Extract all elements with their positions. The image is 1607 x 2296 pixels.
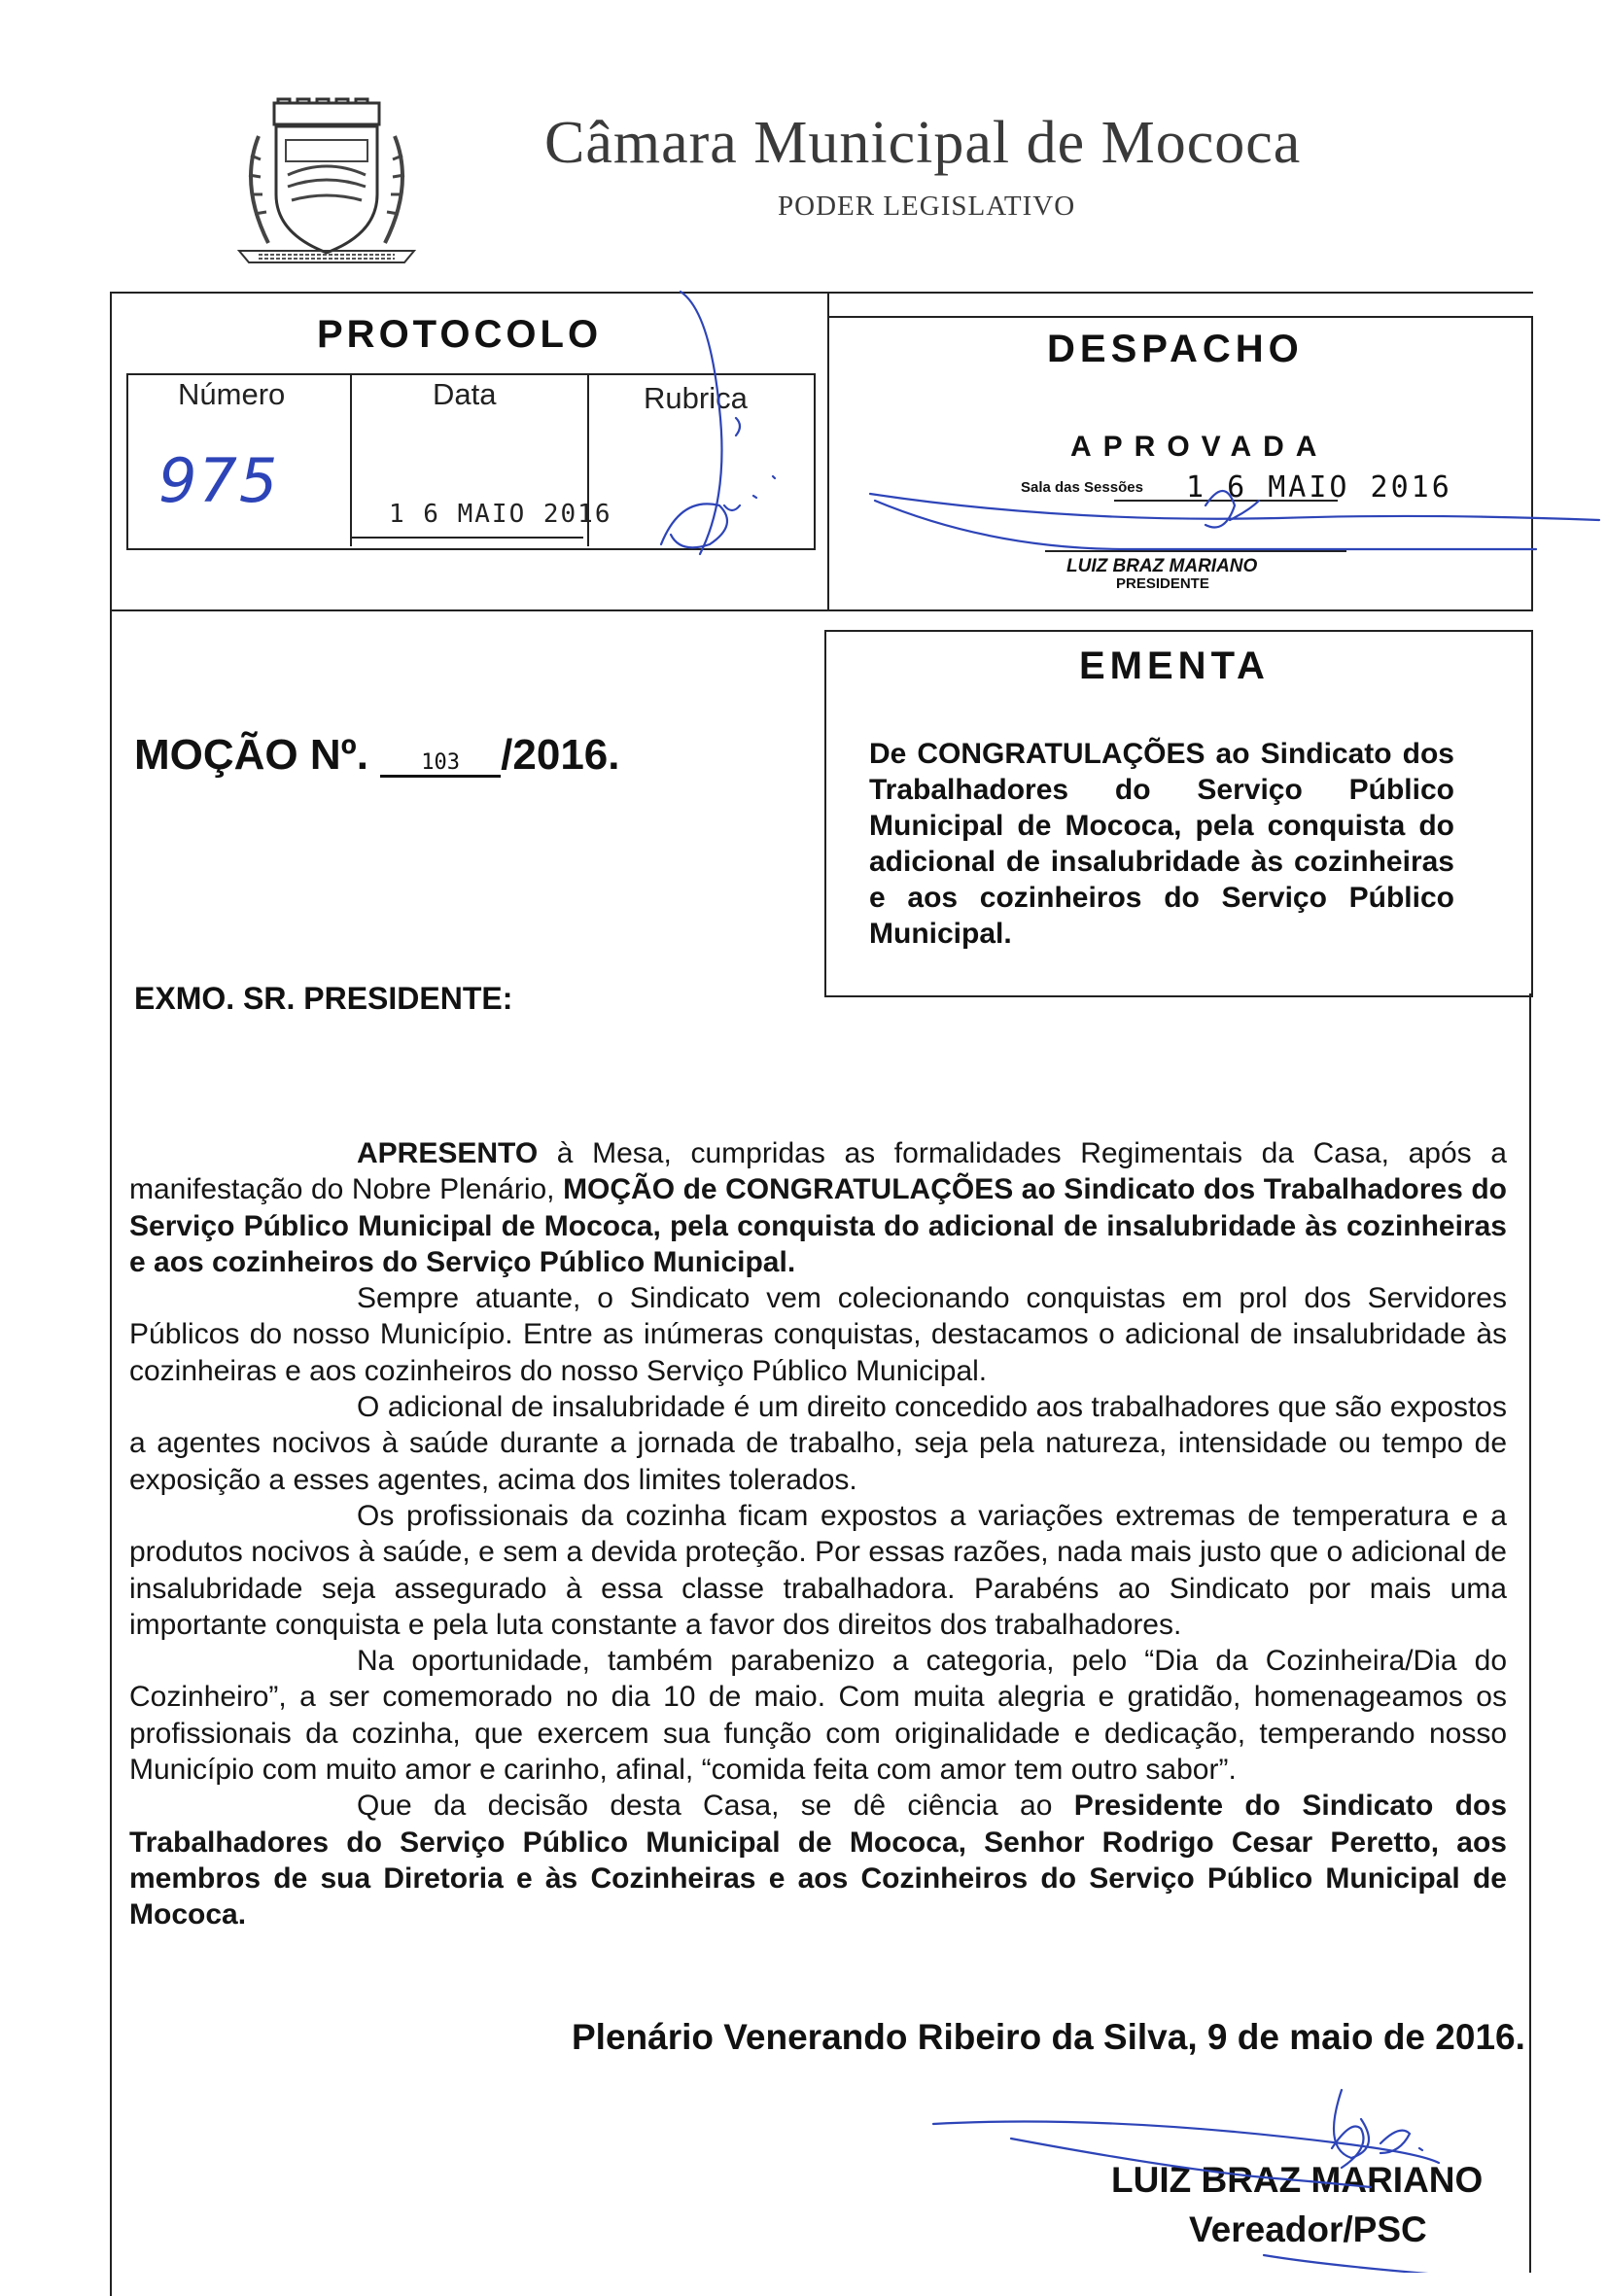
body-paragraph: Sempre atuante, o Sindicato vem colecionando conquistas em prol dos Servidores Públicos do nosso Município. Entre as inúmeras conquistas, destacamos o adicional de insalubridade às cozinheiras e aos cozinheiros do nosso Serviço Público Municipal.	[129, 1282, 1507, 1387]
signer-role: Vereador/PSC	[1189, 2209, 1427, 2249]
stamp-underline	[1045, 550, 1346, 552]
despacho-title: DESPACHO	[1047, 328, 1304, 370]
ementa-title: EMENTA	[1079, 644, 1270, 687]
body-paragraph: O adicional de insalubridade é um direito concedido aos trabalhadores que são expostos a agentes nocivos à saúde durante a jornada de trabalho, seja pela natureza, intensidade ou tempo de exposição a esses agentes, acima dos limites tolerados.	[129, 1391, 1507, 1496]
frame-divider	[1529, 993, 1531, 2273]
protocolo-numero-header: Número	[178, 377, 286, 411]
stamp-underline	[350, 537, 583, 539]
municipal-crest-logo	[229, 97, 424, 272]
body-emphasis: MOÇÃO de CONGRATULAÇÕES ao Sindicato dos Trabalhadores do Serviço Público Municipal de Mococa, pela conquista do adicional de insalubridade às cozinheiras e aos cozinheiros do Serviço Público Municipal.	[129, 1173, 1507, 1278]
approval-stamp-status: APROVADA	[1070, 431, 1329, 463]
ementa-text: De CONGRATULAÇÕES ao Sindicato dos Trabalhadores do Serviço Público Municipal de Mococa, pela conquista do adicional de insalubridade às cozinheiras e aos cozinheiros do Serviço Público Municipal.	[869, 738, 1454, 950]
protocolo-numero-value: 975	[158, 445, 280, 516]
mocao-number: 103	[380, 750, 501, 778]
approval-stamp-date: 1 6 MAIO 2016	[1186, 470, 1452, 504]
body-text: Que da decisão desta Casa, se dê ciência ao	[357, 1790, 1074, 1823]
mocao-suffix: /2016.	[501, 731, 620, 779]
document-body	[129, 1135, 1507, 1933]
protocolo-data-stamp: 1 6 MAIO 2016	[389, 500, 612, 529]
stamp-underline	[1114, 500, 1338, 502]
salutation: EXMO. SR. PRESIDENTE:	[134, 981, 513, 1016]
approval-stamp-name: LUIZ BRAZ MARIANO	[1066, 556, 1258, 576]
body-paragraph	[129, 1788, 1507, 1932]
body-text: à Mesa, cumpridas as formalidades Regimentais da Casa, após a manifestação do Nobre Plenário,	[129, 1137, 1507, 1206]
protocolo-data-header: Data	[433, 377, 497, 411]
protocolo-rubrica-header: Rubrica	[644, 381, 748, 415]
organization-subtitle: PODER LEGISLATIVO	[778, 191, 1076, 222]
approval-stamp-label: Sala das Sessões	[1021, 479, 1143, 496]
body-paragraph: Na oportunidade, também parabenizo a categoria, pelo “Dia da Cozinheira/Dia do Cozinheiro”, a ser comemorado no dia 10 de maio. Com muita alegria e gratidão, homenageamos os profissionais da cozinha, que exercem sua função com originalidade e dedicação, temperando nosso Município com muito amor e carinho, afinal, “comida feita com amor tem outro sabor”.	[129, 1645, 1507, 1787]
body-paragraph	[129, 1135, 1507, 1280]
body-emphasis: APRESENTO	[357, 1137, 539, 1169]
protocolo-title: PROTOCOLO	[317, 313, 603, 356]
mocao-heading	[134, 731, 620, 780]
organization-name: Câmara Municipal de Mococa	[544, 110, 1302, 176]
body-emphasis: Presidente do Sindicato dos Trabalhadores do Serviço Público Municipal de Mococa, Senhor Rodrigo Cesar Peretto, aos membros de sua Diretoria e às Cozinheiras e aos Cozinheiros do Serviço Público Municipal de Mococa.	[129, 1790, 1508, 1931]
mocao-prefix: MOÇÃO Nº.	[134, 731, 381, 779]
place-date-line: Plenário Venerando Ribeiro da Silva, 9 de maio de 2016.	[572, 2017, 1525, 2057]
table-divider	[350, 373, 352, 546]
approval-stamp-role: PRESIDENTE	[1116, 575, 1209, 592]
signer-name: LUIZ BRAZ MARIANO	[1111, 2160, 1484, 2200]
frame-divider	[110, 609, 827, 611]
body-paragraph: Os profissionais da cozinha ficam expostos a variações extremas de temperatura e a produtos nocivos à saúde, e sem a devida proteção. Por essas razões, nada mais justo que o adicional de insalubridade seja assegurado à essa classe trabalhadora. Parabéns ao Sindicato por mais uma importante conquista e pela luta constante a favor dos direitos dos trabalhadores.	[129, 1499, 1507, 1641]
